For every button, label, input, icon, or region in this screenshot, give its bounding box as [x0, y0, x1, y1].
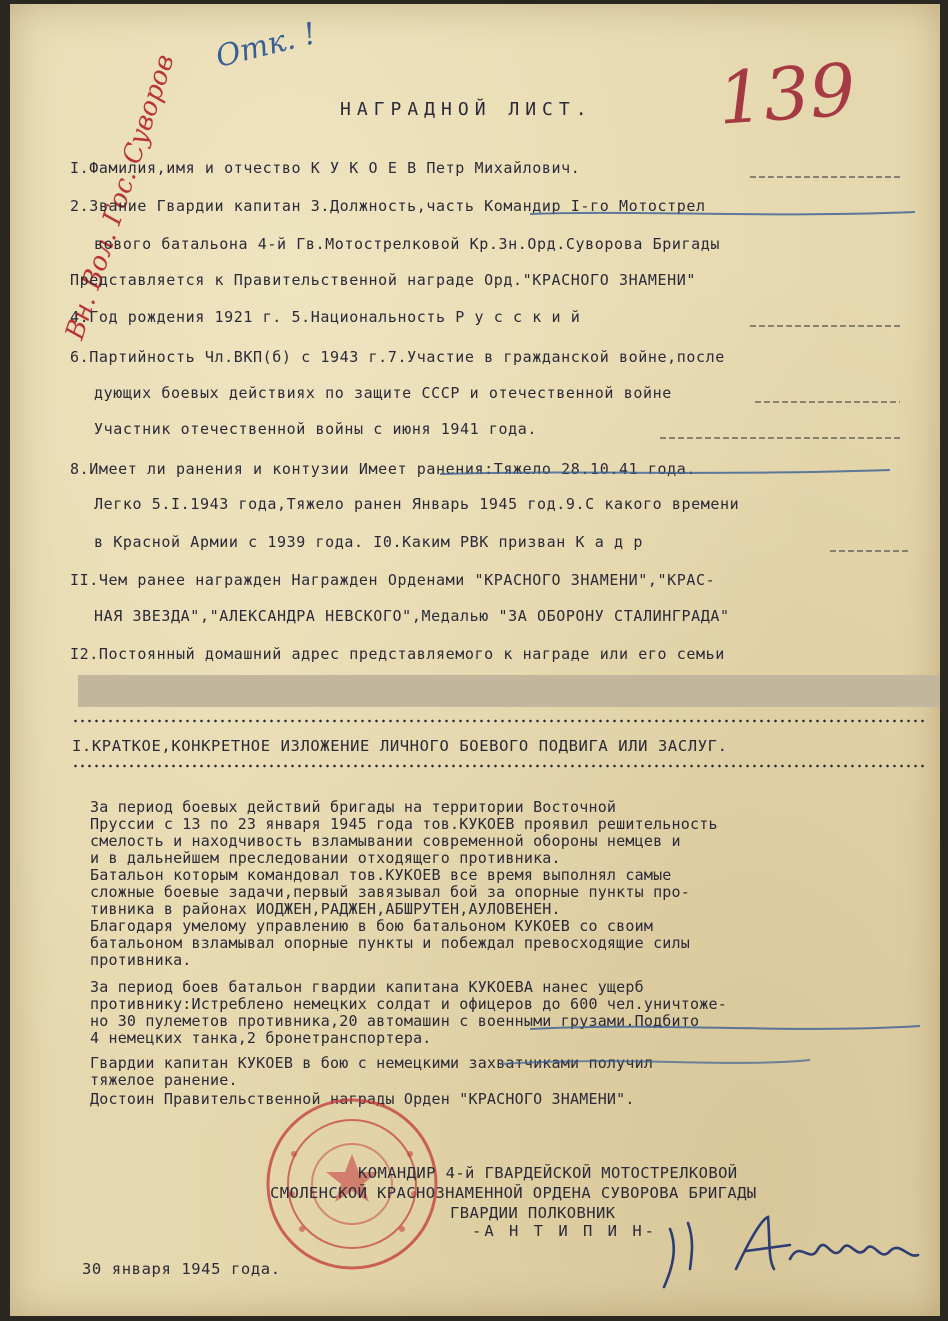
handwritten-signature: [650, 1199, 930, 1299]
margin-note-blue: Отк. !: [212, 16, 320, 75]
line-previous-awards-cont: НАЯ ЗВЕЗДА","АЛЕКСАНДРА НЕВСКОГО",Медалью "ЗА ОБОРОНУ СТАЛИНГРАДА": [94, 607, 730, 625]
signer-title-line-1: КОМАНДИР 4-й ГВАРДЕЙСКОЙ МОТОСТРЕЛКОВОЙ: [358, 1164, 738, 1182]
narrative-line: Достоин Правительственной награды Орден "КРАСНОГО ЗНАМЕНИ".: [90, 1090, 635, 1108]
section-heading: I.КРАТКОЕ,КОНКРЕТНОЕ ИЗЛОЖЕНИЕ ЛИЧНОГО БОЕВОГО ПОДВИГА ИЛИ ЗАСЛУГ.: [72, 737, 728, 755]
document-title: НАГРАДНОЙ ЛИСТ.: [340, 99, 593, 120]
line-previous-awards: II.Чем ранее награжден Награжден Орденами "КРАСНОГО ЗНАМЕНИ","КРАС-: [70, 571, 716, 589]
document-date: 30 января 1945 года.: [82, 1260, 281, 1278]
narrative-line: батальоном взламывал опорные пункты и побеждал превосходящие силы: [90, 934, 690, 952]
narrative-line: тивника в районах ИОДЖЕН,РАДЖЕН,АБШРУТЕН,АУЛОВЕНЕН.: [90, 900, 561, 918]
narrative-line: тяжелое ранение.: [90, 1071, 238, 1089]
narrative-line: смелость и находчивость взламывании современной обороны немцев и: [90, 832, 681, 850]
pen-underline: [10, 4, 940, 1316]
line-army-service: в Красной Армии с 1939 года. I0.Каким РВК призван К а д р: [94, 533, 643, 551]
award-sheet-paper: [10, 4, 940, 1316]
line-award-presented: Представляется к Правительственной награде Орд."КРАСНОГО ЗНАМЕНИ": [70, 271, 696, 289]
narrative-line: 4 немецких танка,2 бронетранспортера.: [90, 1029, 432, 1047]
narrative-line: противника.: [90, 951, 192, 969]
line-home-address: I2.Постоянный домашний адрес представляемого к награде или его семьи: [70, 645, 725, 663]
narrative-line: Батальон которым командовал тов.КУКОЕВ все время выполнял самые: [90, 866, 672, 884]
line-birth-nationality: 4.Год рождения 1921 г. 5.Национальность Р у с с к и й: [70, 308, 581, 326]
line-wounds: 8.Имеет ли ранения и контузии Имеет ранения:Тяжело 28.10.41 года.: [70, 460, 696, 478]
archive-number: 139: [715, 47, 859, 141]
narrative-line: За период боев батальон гвардии капитана КУКОЕВА нанес ущерб: [90, 978, 644, 996]
narrative-line: За период боевых действий бригады на территории Восточной: [90, 798, 617, 816]
narrative-line: противнику:Истреблено немецких солдат и офицеров до 600 чел.уничтоже-: [90, 995, 727, 1013]
margin-note-red: Вн. Вол. Гос. Суворов: [60, 50, 181, 344]
line-war-participant: Участник отечественной войны с июня 1941 года.: [94, 420, 538, 438]
signer-title-line-2: СМОЛЕНСКОЙ КРАСНОЗНАМЕННОЙ ОРДЕНА СУВОРОВА БРИГАДЫ: [270, 1184, 757, 1202]
line-participation: дующих боевых действиях по защите СССР и отечественной войне: [94, 384, 672, 402]
line-wounds-cont: Легко 5.I.1943 года,Тяжело ранен Январь 1945 год.9.С какого времени: [94, 495, 740, 513]
narrative-line: Пруссии с 13 по 23 января 1945 года тов.КУКОЕВ проявил решительность: [90, 815, 718, 833]
narrative-line: Благодаря умелому управлению в бою батальоном КУКОЕВ со своим: [90, 917, 654, 935]
narrative-line: и в дальнейшем преследовании отходящего противника.: [90, 849, 561, 867]
line-party: 6.Партийность Чл.ВКП(б) с 1943 г.7.Участие в гражданской войне,после: [70, 348, 725, 366]
narrative-line: но 30 пулеметов противника,20 автомашин с военными грузами.Подбито: [90, 1012, 700, 1030]
line-full-name: I.Фамилия,имя и отчество К У К О Е В Петр Михайлович.: [70, 159, 581, 177]
narrative-line: сложные боевые задачи,первый завязывал бой за опорные пункты про-: [90, 883, 690, 901]
narrative-line: Гвардии капитан КУКОЕВ в бою с немецкими захватчиками получил: [90, 1054, 654, 1072]
signer-name: -А Н Т И П И Н-: [472, 1222, 657, 1240]
line-rank-position: 2.Звание Гвардии капитан 3.Должность,часть Командир I-го Мотострел: [70, 197, 706, 215]
signer-rank: ГВАРДИИ ПОЛКОВНИК: [450, 1204, 616, 1222]
line-unit: вового батальона 4-й Гв.Мотострелковой Кр.Зн.Орд.Суворова Бригады: [94, 235, 720, 253]
